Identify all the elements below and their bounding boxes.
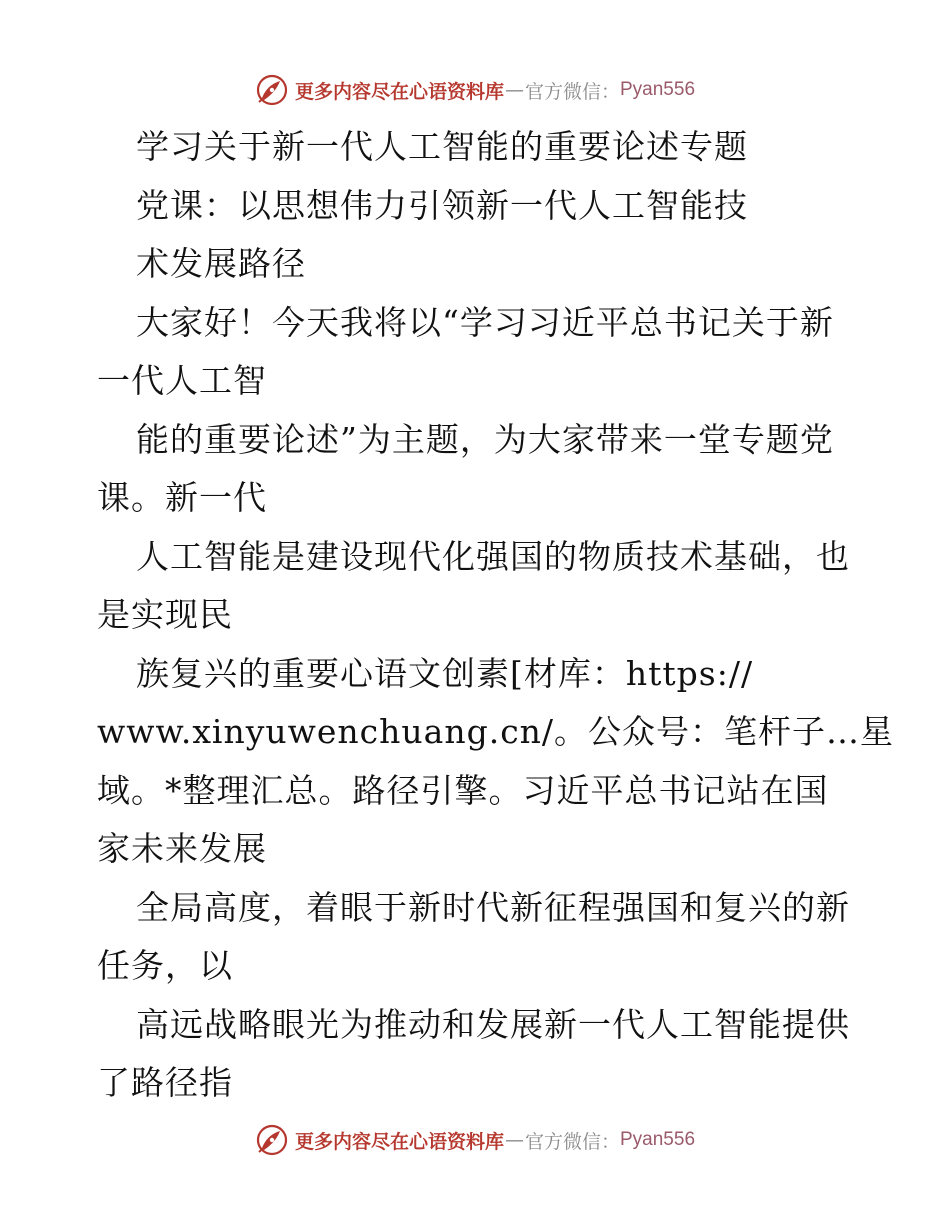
watermark-contact-label: 官方微信：	[524, 1130, 620, 1153]
text-line: 术发展路径	[136, 244, 306, 283]
text-line: 大家好！今天我将以“学习习近平总书记关于新	[136, 302, 834, 342]
text-line: 域。*整理汇总。路径引擎。习近平总书记站在国	[97, 770, 829, 810]
watermark-site-name: 更多内容尽在心语资料库	[294, 1130, 504, 1153]
footer-watermark-banner	[0, 1120, 950, 1160]
text-line: 了路径指	[97, 1063, 233, 1102]
watermark-site-name: 更多内容尽在心语资料库	[294, 80, 504, 103]
text-line: 全局高度，着眼于新时代新征程强国和复兴的新	[136, 887, 850, 927]
text-line: 人工智能是建设现代化强国的物质技术基础，也	[136, 536, 850, 576]
pen-nib-logo-icon	[255, 73, 289, 107]
text-line: 学习关于新一代人工智能的重要论述专题	[136, 127, 748, 166]
text-line: 家未来发展	[97, 829, 267, 868]
text-line: 党课：以思想伟力引领新一代人工智能技	[136, 185, 748, 225]
watermark-contact-id: Pyan556	[620, 1129, 696, 1150]
text-line: 能的重要论述”为主题，为大家带来一堂专题党	[136, 419, 834, 459]
watermark-contact-id: Pyan556	[620, 79, 696, 100]
watermark-dash: —	[504, 79, 524, 101]
text-line: www.xinyuwenchuang.cn/。公众号：笔杆子…星	[97, 712, 895, 751]
text-line: 是实现民	[97, 595, 233, 634]
text-line: 一代人工智	[97, 361, 267, 400]
text-line: 课。新一代	[97, 478, 267, 517]
watermark-contact-label: 官方微信：	[524, 80, 620, 103]
document-body	[97, 118, 895, 1113]
watermark-dash: —	[504, 1129, 524, 1151]
text-line: 族复兴的重要心语文创素[材库：https://	[136, 653, 754, 693]
pen-nib-logo-icon	[255, 1123, 289, 1157]
text-line: 高远战略眼光为推动和发展新一代人工智能提供	[136, 1004, 850, 1044]
text-line: 任务，以	[97, 946, 233, 985]
header-watermark-banner	[0, 70, 950, 110]
